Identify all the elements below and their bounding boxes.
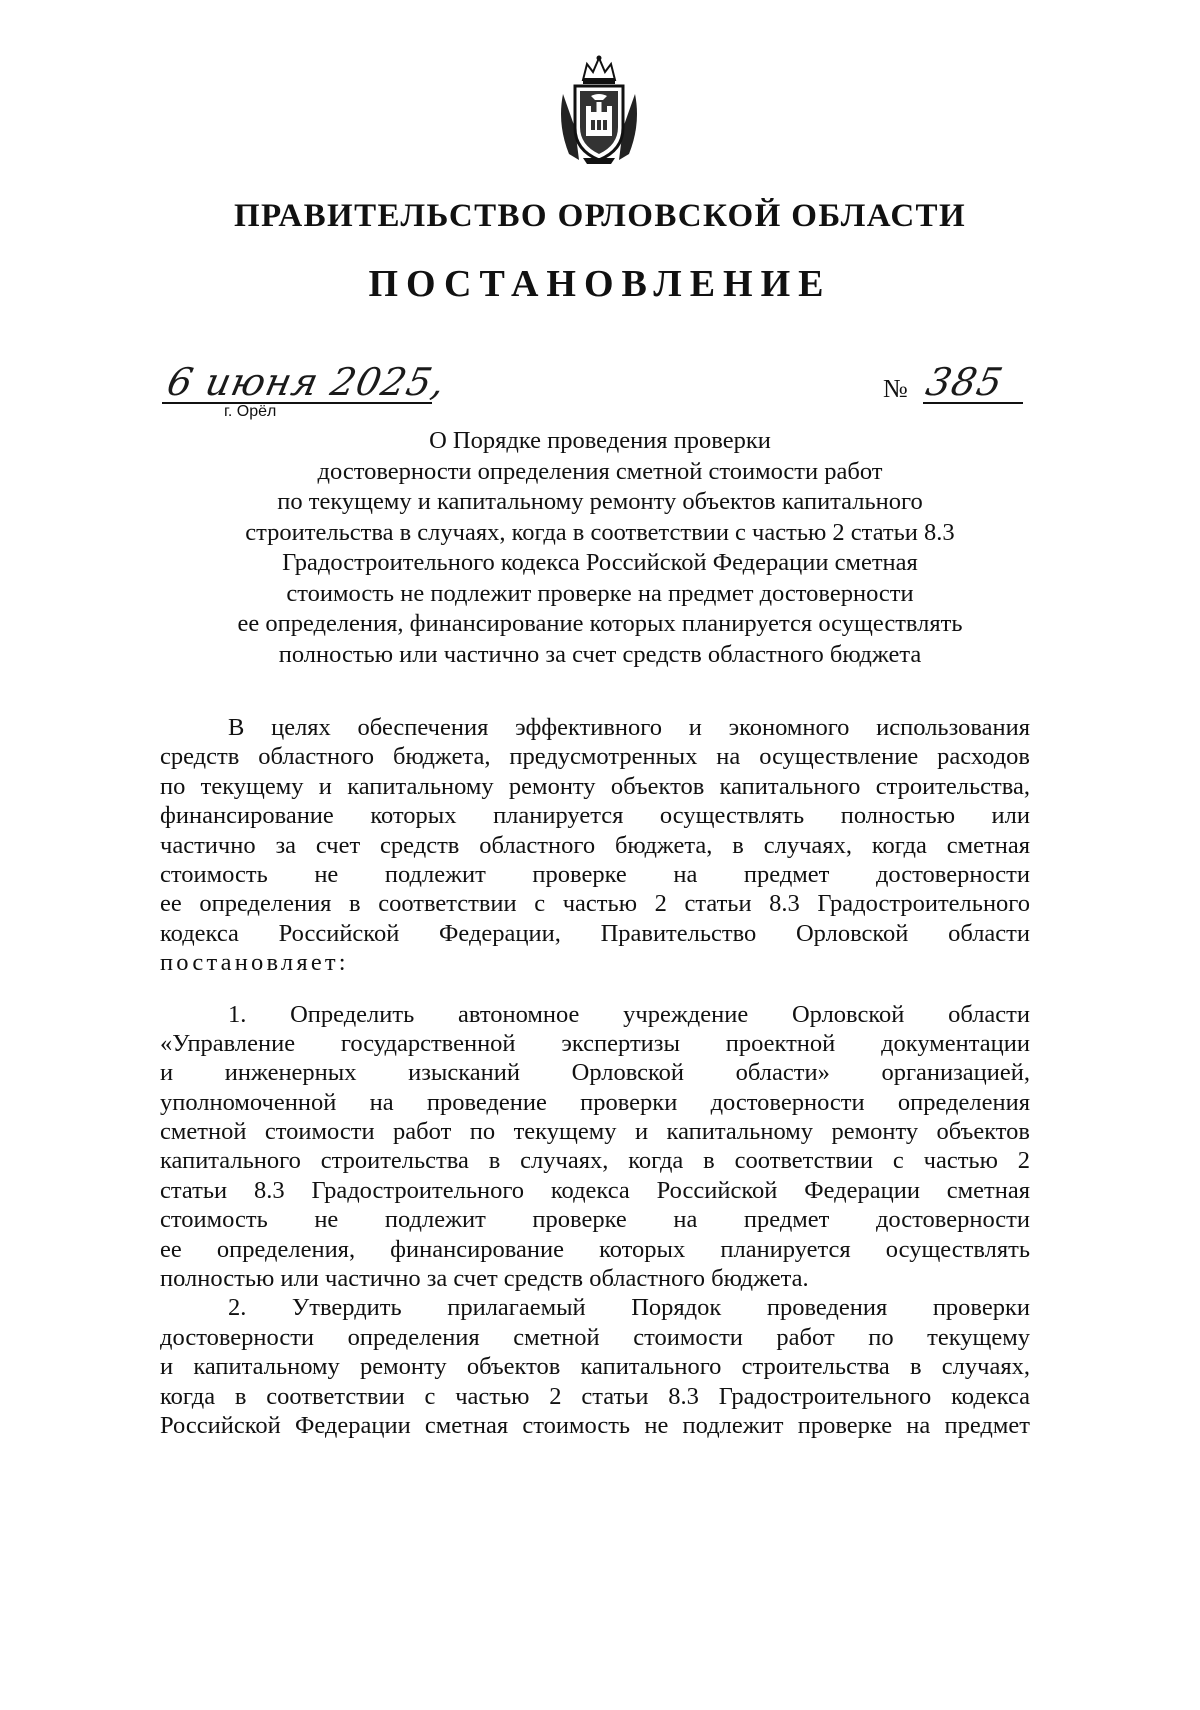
city-label: г. Орёл (224, 403, 277, 420)
text-line: 1. Определить автономное учреждение Орловской области (228, 1000, 1030, 1028)
text-line: и инженерных изысканий Орловской области» организацией, (160, 1059, 1030, 1087)
number-sign: № (883, 374, 908, 403)
text-line: «Управление государственной экспертизы проектной документации (160, 1029, 1030, 1057)
text-line: кодекса Российской Федерации, Правительство Орловской области (160, 919, 1030, 947)
handwritten-date: 6 июня 2025, (163, 360, 450, 404)
date-underline (162, 402, 432, 404)
text-line: когда в соответствии с частью 2 статьи 8.3 Градостроительного кодекса (160, 1382, 1030, 1410)
text-line: достоверности определения сметной стоимости работ по текущему (160, 1323, 1030, 1351)
item-2-paragraph (160, 1293, 1030, 1440)
subject-line: ее определения, финансирование которых планируется осуществлять (237, 610, 963, 637)
document-subject (180, 426, 1020, 670)
subject-line: О Порядке проведения проверки (429, 427, 771, 454)
coat-of-arms-emblem (553, 54, 645, 166)
text-line: и капитальному ремонту объектов капитального строительства в случаях, (160, 1353, 1030, 1381)
text-line: сметной стоимости работ по текущему и капитальному ремонту объектов (160, 1118, 1030, 1146)
document-body (160, 713, 1030, 1440)
text-line: 2. Утвердить прилагаемый Порядок проведения проверки (228, 1294, 1030, 1322)
text-line: ее определения в соответствии с частью 2 статьи 8.3 Градостроительного (160, 890, 1030, 918)
text-line: Российской Федерации сметная стоимость не подлежит проверке на предмет (160, 1411, 1030, 1439)
text-line: средств областного бюджета, предусмотренных на осуществление расходов (160, 743, 1030, 771)
document-type-title: ПОСТАНОВЛЕНИЕ (368, 263, 832, 305)
subject-line: по текущему и капитальному ремонту объектов капитального (277, 488, 923, 515)
text-line: уполномоченной на проведение проверки достоверности определения (160, 1088, 1030, 1116)
text-line: частично за счет средств областного бюджета, в случаях, когда сметная (160, 831, 1030, 859)
subject-line: стоимость не подлежит проверке на предмет достоверности (286, 579, 914, 607)
text-line: ее определения, финансирование которых планируется осуществлять (160, 1235, 1030, 1263)
item-1-paragraph (160, 1000, 1030, 1294)
text-line: по текущему и капитальному ремонту объектов капитального строительства, (160, 772, 1030, 800)
text-line: В целях обеспечения эффективного и экономного использования (228, 714, 1030, 741)
subject-line: Градостроительного кодекса Российской Федерации сметная (282, 549, 918, 576)
text-line: капитального строительства в случаях, когда в соответствии с частью 2 (160, 1147, 1030, 1175)
text-line: стоимость не подлежит проверке на предмет достоверности (160, 860, 1030, 888)
text-line: стоимость не подлежит проверке на предмет достоверности (160, 1206, 1030, 1234)
subject-line: полностью или частично за счет средств областного бюджета (278, 640, 922, 668)
organization-title: ПРАВИТЕЛЬСТВО ОРЛОВСКОЙ ОБЛАСТИ (233, 198, 967, 234)
text-line: полностью или частично за счет средств областного бюджета. (160, 1265, 809, 1293)
subject-line: строительства в случаях, когда в соответствии с частью 2 статьи 8.3 (245, 518, 955, 546)
handwritten-number: 385 (922, 360, 1008, 404)
text-line: финансирование которых планируется осуществлять полностью или (160, 802, 1030, 830)
preamble-paragraph (160, 713, 1030, 978)
subject-line: достоверности определения сметной стоимости работ (317, 457, 883, 485)
text-line: статьи 8.3 Градостроительного кодекса Российской Федерации сметная (160, 1176, 1030, 1204)
resolve-word: постановляет: (160, 949, 349, 977)
number-underline (923, 402, 1023, 404)
